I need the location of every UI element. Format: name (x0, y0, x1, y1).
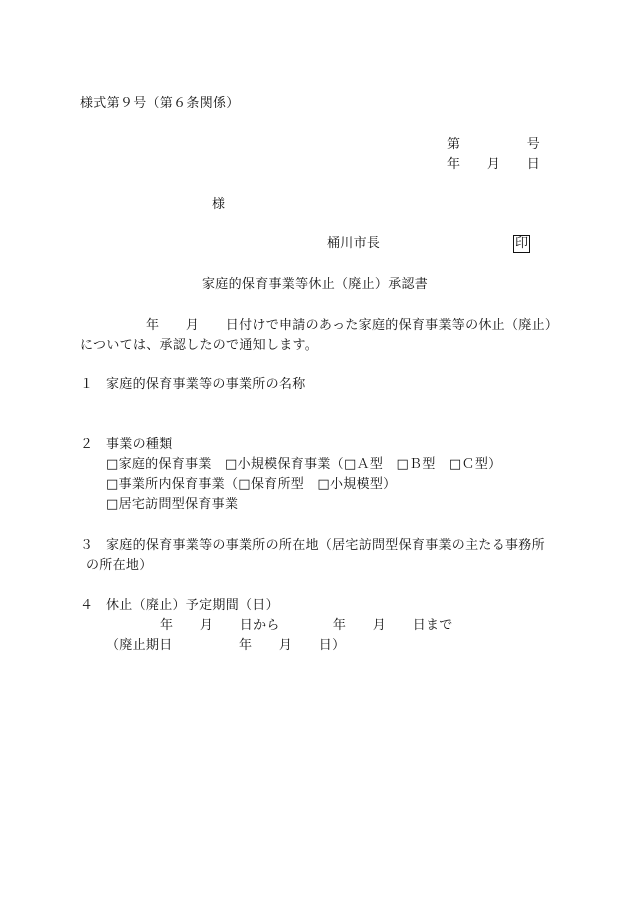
suspension-period: 年 月 日から 年 月 日まで (160, 618, 453, 633)
item-1-number: １ (80, 377, 94, 392)
body-text-line-1: 年 月 日付けで申請のあった家庭的保育事業等の休止（廃止） (146, 318, 559, 333)
seal-mark (513, 235, 530, 253)
item-4-number: ４ (80, 598, 94, 613)
item-4-label: 休止（廃止）予定期間（日） (106, 598, 279, 613)
seal-label: 印 (515, 236, 529, 251)
item-3-number: ３ (80, 538, 94, 553)
addressee-suffix: 様 (212, 197, 226, 212)
business-type-line-3: □居宅訪問型保育事業 (106, 497, 239, 512)
abolition-date: （廃止期日 年 月 日） (106, 638, 346, 653)
document-number: 第 号 (447, 137, 541, 152)
body-text-line-2: については、承認したので通知します。 (80, 338, 319, 353)
business-type-line-2: □事業所内保育事業（□保育所型 □小規模型） (106, 477, 397, 492)
item-2-number: ２ (80, 437, 94, 452)
form-number: 様式第９号（第６条関係） (80, 96, 240, 111)
issuer-name: 桶川市長 (327, 236, 381, 251)
item-3-label-continued: の所在地） (86, 558, 153, 573)
item-3-label: 家庭的保育事業等の事業所の所在地（居宅訪問型保育事業の主たる事務所 (106, 538, 545, 553)
document-date: 年 月 日 (447, 157, 541, 172)
business-type-line-1: □家庭的保育事業 □小規模保育事業（□Ａ型 □Ｂ型 □Ｃ型） (106, 457, 502, 472)
item-2-label: 事業の種類 (106, 437, 173, 452)
item-1-label: 家庭的保育事業等の事業所の名称 (106, 377, 306, 392)
document-title: 家庭的保育事業等休止（廃止）承認書 (202, 277, 429, 292)
